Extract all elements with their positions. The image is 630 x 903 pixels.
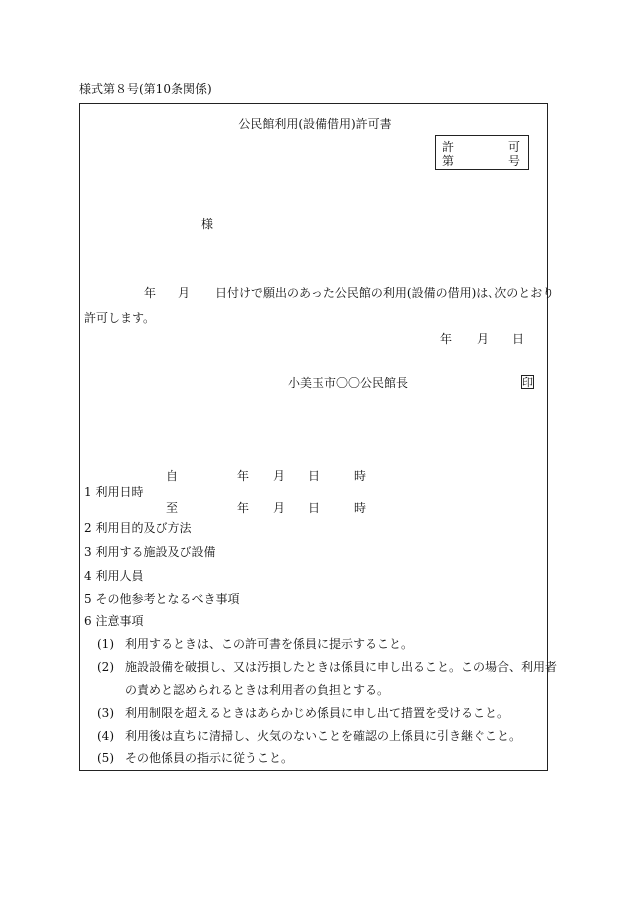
permit-number-box [435, 135, 529, 170]
note-text: その他係員の指示に従うこと。 [125, 751, 294, 765]
form-number: 様式第８号(第10条関係) [79, 82, 212, 96]
addressee-suffix: 様 [201, 217, 214, 231]
to-label: 至 [166, 501, 179, 515]
note-number: (2) [97, 660, 114, 674]
body-text-1: 日付けで願出のあった公民館の利用(設備の借用)は､次のとおり [215, 286, 555, 300]
item-purpose: 2 利用目的及び方法 [84, 521, 192, 535]
note-text: 利用するときは、この許可書を係員に提示すること。 [125, 637, 414, 651]
note-number: (1) [97, 637, 114, 651]
document-title: 公民館利用(設備借用)許可書 [238, 117, 392, 131]
from-hour-label: 時 [354, 469, 367, 483]
note-number: (4) [97, 729, 114, 743]
permit-label-kyo: 許 [442, 140, 455, 154]
note-text: 施設設備を破損し、又は汚損したときは係員に申し出ること。この場合、利用者 [125, 660, 558, 674]
item-other-reference: 5 その他参考となるべき事項 [84, 592, 240, 606]
to-year-label: 年 [237, 501, 250, 515]
body-line-2: 許可します。 [84, 311, 156, 325]
from-month-label: 月 [273, 469, 286, 483]
permit-label-go: 号 [507, 154, 520, 168]
issue-month-label: 月 [477, 332, 490, 346]
note-text: 利用後は直ちに清掃し、火気のないことを確認の上係員に引き継ぐこと。 [125, 729, 522, 743]
to-hour-label: 時 [354, 501, 367, 515]
permit-label-ka: 可 [507, 140, 520, 154]
to-month-label: 月 [273, 501, 286, 515]
to-day-label: 日 [308, 501, 321, 515]
permit-label-dai: 第 [442, 154, 455, 168]
seal-mark: 印 [522, 376, 533, 389]
note-text: 利用制限を超えるときはあらかじめ係員に申し出て措置を受けること。 [125, 706, 510, 720]
note-number: (5) [97, 751, 114, 765]
issuer-name: 小美玉市〇〇公民館長 [288, 376, 409, 390]
note-number: (3) [97, 706, 114, 720]
from-label: 自 [166, 469, 179, 483]
body-month-label: 月 [178, 286, 191, 300]
item-notes-heading: 6 注意事項 [84, 614, 144, 628]
body-year-label: 年 [144, 286, 157, 300]
note-text: の責めと認められるときは利用者の負担とする。 [125, 683, 390, 697]
issue-day-label: 日 [512, 332, 525, 346]
issue-year-label: 年 [440, 332, 453, 346]
item-facilities: 3 利用する施設及び設備 [84, 545, 216, 559]
from-year-label: 年 [237, 469, 250, 483]
from-day-label: 日 [308, 469, 321, 483]
item-attendance: 4 利用人員 [84, 569, 144, 583]
item-usage-datetime: 1 利用日時 [84, 485, 144, 499]
